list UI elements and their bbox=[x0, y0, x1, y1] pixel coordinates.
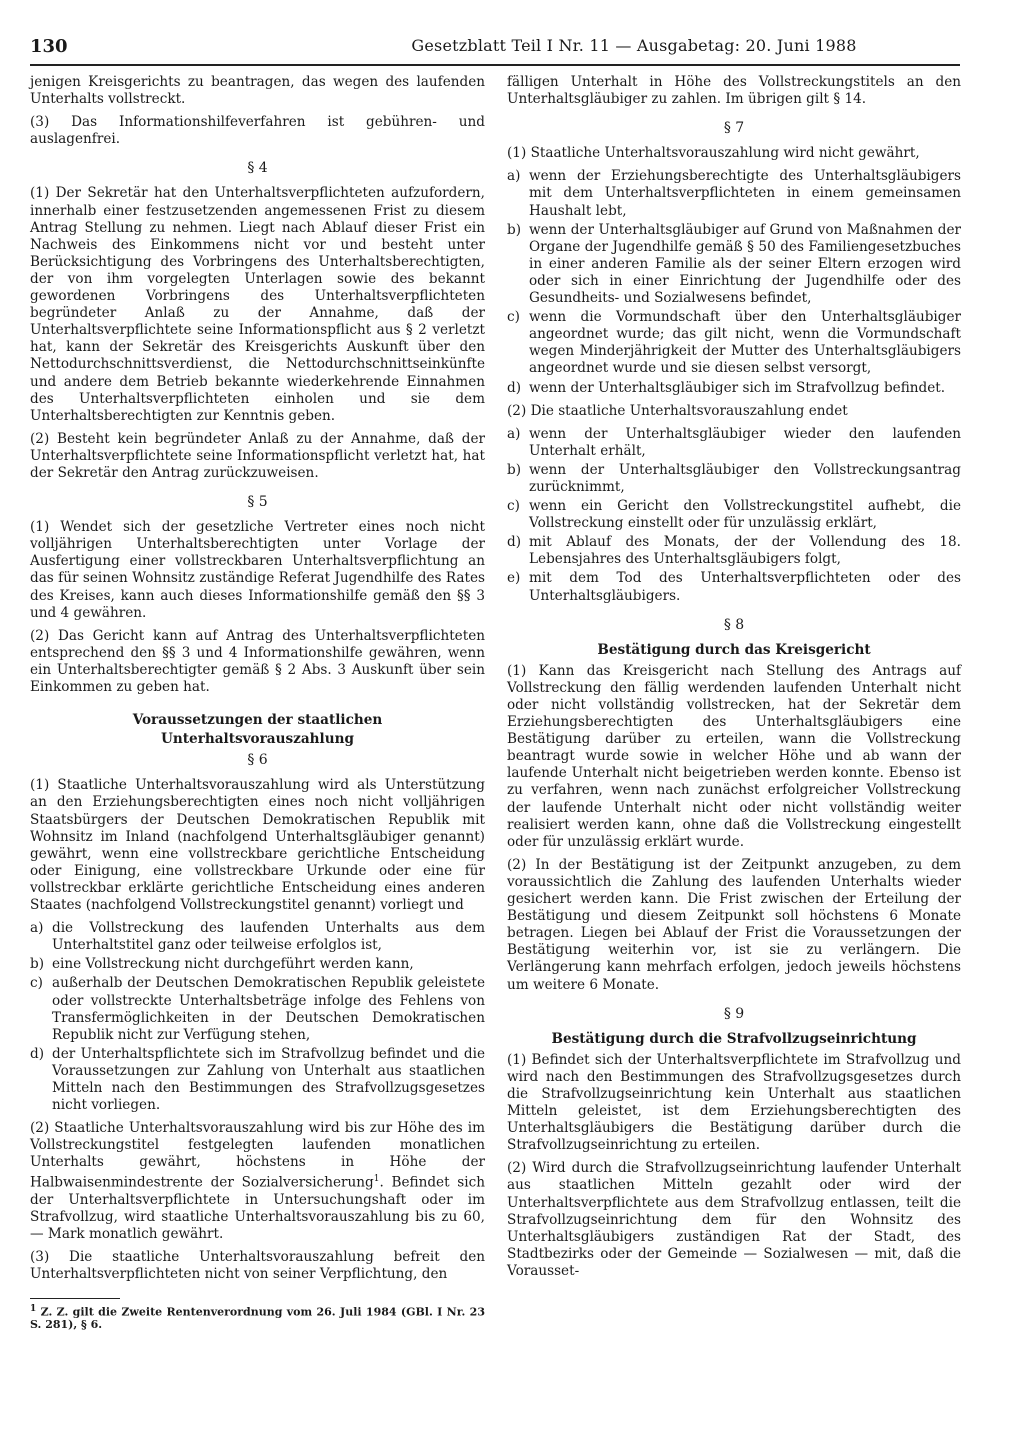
list-text: mit Ablauf des Monats, der der Vollendung des 18. Lebensjahres des Unterhaltsgläubigers folgt, bbox=[529, 534, 961, 568]
list-text: mit dem Tod des Unterhaltsverpflichteten oder des Unterhaltsgläubigers. bbox=[529, 570, 961, 604]
paragraph: fälligen Unterhalt in Höhe des Vollstreckungstitels an den Unterhaltsgläubiger zu zahlen. Im übrigen gilt § 14. bbox=[507, 74, 961, 108]
list-marker: e) bbox=[507, 570, 521, 587]
section-heading: Bestätigung durch die Strafvollzugseinrichtung bbox=[551, 1030, 917, 1047]
list-text: wenn der Unterhaltsgläubiger auf Grund von Maßnahmen der Organe der Jugendhilfe gemäß § 50 des Familiengesetzbuches in einer anderen Familie als der seiner Eltern erzogen wird oder sich in einer Einrichtung der Jugendhilfe oder des Gesundheits- und Sozialwesens befindet, bbox=[529, 221, 961, 307]
list-text: der Unterhaltspflichtete sich im Strafvollzug befindet und die Voraussetzungen zur Zahlung von Unterhalt aus staatlichen Mitteln nach den Bestimmungen des Strafvollzugsgesetzes nicht vorliegen. bbox=[52, 1045, 485, 1114]
section-title: § 9 bbox=[723, 1005, 745, 1022]
paragraph: (1) Staatliche Unterhaltsvorauszahlung wird als Unterstützung an den Erziehungsberechtigten eines noch nicht volljährigen Staatsbürgers der Deutschen Demokratischen Republik mit Wohnsitz im Inland (nachfolgend Unterhaltsgläubiger genannt) gewährt, wenn eine vollstreckbare gerichtliche Entscheidung oder Einigung, eine vollstreckbare Urkunde oder eine für vollstreckbar erklärte gerichtliche Entscheidung eines anderen Staates (nachfolgend Vollstreckungstitel genannt) vorliegt und bbox=[30, 777, 485, 914]
left-column bbox=[30, 74, 485, 1331]
paragraph: (2) Wird durch die Strafvollzugseinrichtung laufender Unterhalt aus staatlichen Mitteln gezahlt oder wird der Unterhaltsverpflichtete aus dem Strafvollzug entlassen, teilt die Strafvollzugseinrichtung dem für den Wohnsitz des Unterhaltsgläubigers zuständigen Rat der Stadt, des Stadtbezirks oder der Gemeinde — Sozialwesen — mit, daß die Vorausset- bbox=[507, 1160, 961, 1279]
header-rule bbox=[30, 64, 960, 66]
footnote-reference: 1 bbox=[373, 1174, 380, 1185]
list-item bbox=[507, 534, 961, 568]
list-marker: d) bbox=[507, 379, 522, 396]
list-item bbox=[507, 462, 961, 496]
paragraph: (3) Das Informationshilfeverfahren ist gebühren- und auslagenfrei. bbox=[30, 114, 485, 148]
footnote-marker: 1 bbox=[30, 1303, 37, 1314]
list-text: wenn der Unterhaltsgläubiger sich im Strafvollzug befindet. bbox=[529, 379, 946, 396]
paragraph: (1) Kann das Kreisgericht nach Stellung des Antrags auf Vollstreckung den fällig werdenden laufenden Unterhalt nicht oder nicht vollständig vollstrecken, hat der Sekretär dem Erziehungsberechtigten des Unterhaltsgläubigers eine Bestätigung darüber zu erteilen, wann die Vollstreckung beantragt wurde sowie in welcher Höhe und ab wann der laufende Unterhalt nicht beigetrieben werden konnte. Ebenso ist zu verfahren, wenn nach zunächst erfolgreicher Vollstreckung der laufende Unterhalt nicht oder nicht vollständig weiter realisiert werden kann, ohne daß die Vollstreckung eingestellt oder für unzulässig erklärt wurde. bbox=[507, 662, 961, 850]
enumerated-list bbox=[30, 920, 485, 1114]
list-item bbox=[30, 975, 485, 1043]
paragraph bbox=[30, 1120, 485, 1243]
paragraph: (2) Das Gericht kann auf Antrag des Unterhaltsverpflichteten entsprechend den §§ 3 und 4 Informationshilfe gewähren, wenn ein Unterhaltsberechtigter gemäß § 2 Abs. 3 Auskunft über sein Einkommen zu geben hat. bbox=[30, 627, 485, 695]
footnote-rule bbox=[30, 1298, 120, 1299]
paragraph: (3) Die staatliche Unterhaltsvorauszahlung befreit den Unterhaltsverpflichteten nicht von seiner Verpflichtung, den bbox=[30, 1249, 485, 1283]
list-marker: c) bbox=[507, 309, 520, 326]
page-number: 130 bbox=[30, 36, 68, 57]
list-text: außerhalb der Deutschen Demokratischen Republik geleistete oder vollstreckte Unterhaltsbeträge infolge des Fehlens von Transfermöglichkeiten in der Deutschen Demokratischen Republik nicht zur Verfügung stehen, bbox=[52, 975, 485, 1043]
section-title: § 4 bbox=[247, 160, 268, 177]
paragraph: (1) Befindet sich der Unterhaltsverpflichtete im Strafvollzug und wird nach den Bestimmungen des Strafvollzugsgesetzes durch die Strafvollzugseinrichtung kein Unterhalt aus staatlichen Mitteln geleistet, ist dem Erziehungsberechtigten des Unterhaltsgläubigers die Bestätigung darüber durch die Strafvollzugseinrichtung zu erteilen. bbox=[507, 1051, 961, 1154]
list-marker: c) bbox=[507, 498, 520, 515]
list-item bbox=[507, 570, 961, 604]
list-text: wenn der Unterhaltsgläubiger den Vollstreckungsantrag zurücknimmt, bbox=[529, 461, 961, 495]
section-heading: Voraussetzungen der staatlichen bbox=[132, 712, 383, 729]
section-title: § 7 bbox=[723, 120, 745, 137]
list-item bbox=[507, 168, 961, 219]
list-text: eine Vollstreckung nicht durchgeführt werden kann, bbox=[52, 956, 414, 973]
paragraph: (2) Die staatliche Unterhaltsvorauszahlung endet bbox=[507, 402, 848, 419]
paragraph: (1) Staatliche Unterhaltsvorauszahlung wird nicht gewährt, bbox=[507, 145, 920, 162]
running-head: Gesetzblatt Teil I Nr. 11 — Ausgabetag: 20. Juni 1988 bbox=[411, 36, 857, 55]
list-text: wenn der Erziehungsberechtigte des Unterhaltsgläubigers mit dem Unterhaltsverpflichteten in einem gemeinsamen Haushalt lebt, bbox=[529, 168, 961, 219]
list-item bbox=[507, 426, 961, 460]
paragraph: (2) Besteht kein begründeter Anlaß zu der Annahme, daß der Unterhaltsverpflichtete seine Informationspflicht verletzt hat, hat der Sekretär den Antrag zurückzuweisen. bbox=[30, 430, 485, 481]
enumerated-list bbox=[507, 168, 961, 396]
list-item bbox=[30, 1046, 485, 1114]
footnote-text: Z. Z. gilt die Zweite Rentenverordnung vom 26. Juli 1984 (GBl. I Nr. 23 S. 281), § 6. bbox=[30, 1305, 485, 1332]
section-heading: Bestätigung durch das Kreisgericht bbox=[597, 641, 871, 658]
section-title: § 8 bbox=[723, 616, 745, 633]
enumerated-list bbox=[507, 426, 961, 605]
section-title: § 6 bbox=[247, 752, 268, 769]
list-text: die Vollstreckung des laufenden Unterhalts aus dem Unterhaltstitel ganz oder teilweise erfolglos ist, bbox=[52, 920, 485, 954]
footnote bbox=[30, 1303, 485, 1332]
list-item bbox=[30, 920, 485, 954]
list-text: wenn die Vormundschaft über den Unterhaltsgläubiger angeordnet wurde; das gilt nicht, wenn die Vormundschaft wegen Minderjährigkeit der Mutter des Unterhaltsgläubigers angeordnet wurde und sie diesen selbst versorgt, bbox=[529, 309, 961, 377]
paragraph: (1) Der Sekretär hat den Unterhaltsverpflichteten aufzufordern, innerhalb einer festzusetzenden angemessenen Frist zu diesem Antrag Stellung zu nehmen. Liegt nach Ablauf dieser Frist ein Nachweis des Einkommens nicht vor und besteht unter Berücksichtigung des Vorbringens des Unterhaltsberechtigten, der von ihm vorgelegten Unterlagen sowie des bekannt gewordenen Vorbringens des Unterhaltsverpflichteten begründeter Anlaß zu der Annahme, daß der Unterhaltsverpflichtete seine Informationspflicht aus § 2 verletzt hat, kann der Sekretär des Kreisgerichts Auskunft über den Nettodurchschnittsverdienst, die Nettodurchschnittseinkünfte und andere dem Betrieb bekannte wiederkehrende Einnahmen des Unterhaltsverpflichteten einholen und sie dem Unterhaltsberechtigten zur Kenntnis geben. bbox=[30, 185, 485, 424]
list-item bbox=[507, 498, 961, 532]
section-title: § 5 bbox=[247, 494, 268, 511]
paragraph: (1) Wendet sich der gesetzliche Vertreter eines noch nicht volljährigen Unterhaltsberechtigten unter Vorlage der Ausfertigung einer vollstreckbaren Unterhaltsverpflichtung an das für seinen Wohnsitz zuständige Referat Jugendhilfe des Rates des Kreises, kann auch dieses Informationshilfe gemäß den §§ 3 und 4 gewähren. bbox=[30, 519, 485, 621]
paragraph-text: (2) Staatliche Unterhaltsvorauszahlung wird bis zur Höhe des im Vollstreckungstitel festgelegten laufenden monatlichen Unterhalts gewährt, höchstens in Höhe der Halbwaisenmindestrente der Sozialversicherung bbox=[30, 1120, 485, 1191]
list-marker: a) bbox=[30, 920, 44, 937]
list-marker: b) bbox=[507, 221, 522, 238]
list-marker: b) bbox=[30, 956, 45, 973]
list-item bbox=[507, 222, 961, 307]
list-marker: d) bbox=[30, 1045, 45, 1062]
list-text: wenn der Unterhaltsgläubiger wieder den laufenden Unterhalt erhält, bbox=[529, 425, 961, 459]
list-marker: b) bbox=[507, 461, 522, 478]
paragraph-text: . Befindet sich der Unterhaltsverpflichtete in Untersuchungshaft oder im Strafvollzug, wird staatliche Unterhaltsvorauszahlung bis zu 60,— Mark monatlich gewährt. bbox=[30, 1174, 485, 1243]
list-item bbox=[507, 309, 961, 377]
list-item bbox=[30, 956, 485, 973]
list-marker: a) bbox=[507, 168, 521, 185]
section-heading: Unterhaltsvorauszahlung bbox=[161, 731, 354, 748]
list-text: wenn ein Gericht den Vollstreckungstitel aufhebt, die Vollstreckung einstellt oder für unzulässig erklärt, bbox=[529, 498, 961, 532]
list-marker: a) bbox=[507, 425, 521, 442]
list-marker: c) bbox=[30, 975, 43, 992]
paragraph: jenigen Kreisgerichts zu beantragen, das wegen des laufenden Unterhalts vollstreckt. bbox=[30, 74, 485, 108]
list-item bbox=[507, 380, 961, 397]
right-column bbox=[507, 74, 961, 1286]
paragraph: (2) In der Bestätigung ist der Zeitpunkt anzugeben, zu dem voraussichtlich die Zahlung des laufenden Unterhalts wieder gesichert werden kann. Die Frist zwischen der Erteilung der Bestätigung und diesem Zeitpunkt soll höchstens 6 Monate betragen. Liegen bei Ablauf der Frist die Voraussetzungen der Bestätigung weiterhin vor, ist sie zu verlängern. Die Verlängerung kann mehrfach erfolgen, jedoch jeweils höchstens um weitere 6 Monate. bbox=[507, 856, 961, 993]
list-marker: d) bbox=[507, 534, 522, 551]
